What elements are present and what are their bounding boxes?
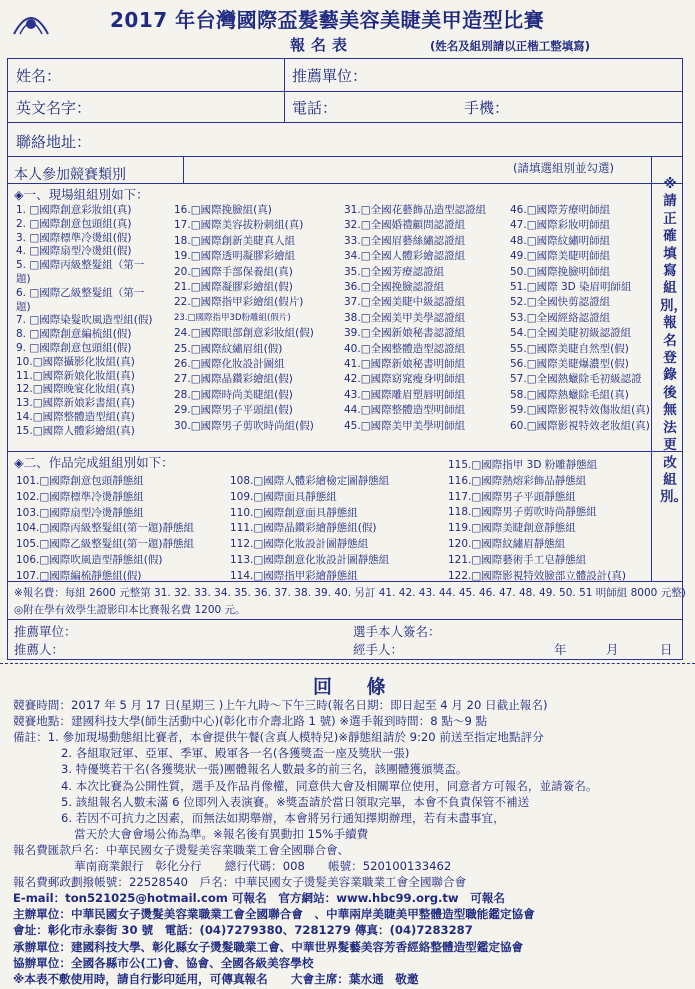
live-category-item[interactable]: 19.□國際透明凝膠彩繪組 — [174, 250, 296, 263]
live-category-item[interactable]: 35.□全國芳療認證組 — [344, 265, 445, 278]
live-category-item[interactable]: 50.□國際挽臉明師組 — [510, 265, 611, 278]
reply-line: 華南商業銀行 彰化分行 總行代碼：008 帳號：520100133462 — [74, 859, 452, 873]
live-category-item[interactable]: 42.□國際窈窕瘦身明師組 — [344, 373, 466, 386]
works-category-item[interactable]: 115.□國際指甲 3D 粉雕靜態組 — [448, 459, 598, 471]
live-category-item[interactable]: 20.□國際手部保養組(真) — [174, 265, 293, 278]
live-category-item[interactable]: 8. □國際創意編梳組(假) — [16, 328, 132, 341]
reply-line: 協辦單位：全國各縣市公(工)會、協會、全國各級美容學校 — [13, 955, 314, 970]
live-category-item[interactable]: 36.□全國挽臉認證組 — [344, 281, 445, 293]
student-fee-note: ◎附在學有效學生證影印本比賽報名費 1200 元。 — [14, 604, 246, 616]
cut-line — [0, 663, 695, 664]
sidebar-note: ※請正確填寫組別，報名登錄後無法更改組別。 — [660, 176, 687, 506]
recommender-unit-field[interactable]: 推薦單位： — [292, 67, 368, 85]
live-category-item[interactable]: 59.□國際影視特效傷妝組(真) — [510, 404, 650, 417]
works-category-item[interactable]: 119.□國際美睫創意靜態組 — [448, 522, 576, 535]
mobile-field[interactable]: 手機： — [464, 99, 510, 117]
live-category-item[interactable]: 51.□國際 3D 染眉明師組 — [510, 281, 632, 293]
live-category-item[interactable]: 12.□國際晚宴化妝組(真) — [16, 383, 135, 396]
reply-line: 當天於大會會場公佈為準。※報名後有異動扣 15%手續費 — [74, 826, 369, 841]
live-category-item[interactable]: 53.□全國經絡認證組 — [510, 311, 611, 324]
works-category-item[interactable]: 103.□國際扇型冷燙靜態組 — [16, 506, 144, 519]
live-category-item[interactable]: 56.□國際美睫爆濃型(假) — [510, 358, 629, 370]
live-category-item[interactable]: 15.□國際人體彩繪組(真) — [16, 424, 135, 437]
reply-line: 6. 若因不可抗力之因素，而無法如期舉辦，本會將另行通知擇期辦理，若有未盡事宜， — [61, 810, 505, 825]
live-category-item[interactable]: 17.□國際美容拔粉刺組(真) — [174, 219, 304, 232]
category-header: 本人參加競賽類別 — [14, 167, 126, 183]
live-category-item[interactable]: 24.□國際眼部創意彩妝組(假) — [174, 327, 314, 340]
live-category-item[interactable]: 1. □國際創意彩妝組(真) — [16, 204, 132, 216]
live-category-item[interactable]: 題) — [16, 273, 31, 285]
live-category-item[interactable]: 45.□國際美甲美學明師組 — [344, 419, 466, 432]
reply-line: 5. 該組報名人數未滿 6 位即列入表演賽。※獎盃請於當日領取完畢，本會不負責保管不補送 — [61, 794, 530, 809]
works-category-item[interactable]: 109.□國際面具靜態組 — [230, 490, 337, 503]
live-category-item[interactable]: 21.□國際凝膠彩繪組(假) — [174, 281, 293, 293]
live-category-item[interactable]: 33.□全國眉藝絲繡認證組 — [344, 234, 466, 247]
live-category-item[interactable]: 58.□國際熱蠟除毛組(真) — [510, 388, 629, 401]
live-category-item[interactable]: 55.□國際美睫自然型(假) — [510, 342, 629, 355]
works-category-item[interactable]: 118.□國際男子剪吹時尚靜態組 — [448, 506, 597, 519]
fill-note: (姓名及組別請以正楷工整填寫) — [430, 39, 591, 53]
works-section-heading: ◈二、作品完成組組別如下： — [14, 455, 174, 470]
live-category-item[interactable]: 34.□全國人體彩繪認證組 — [344, 250, 466, 263]
live-category-item[interactable]: 6. □國際乙級整髮組（第一 — [16, 286, 145, 299]
works-category-item[interactable]: 120.□國際紋繡眉靜態組 — [448, 538, 566, 550]
live-category-item[interactable]: 49.□國際美睫明師組 — [510, 250, 611, 263]
form-subtitle: 報名表 — [290, 36, 354, 54]
works-category-item[interactable]: 116.□國際熱熔彩飾品靜態組 — [448, 474, 587, 487]
live-category-item[interactable]: 3. □國際標準冷燙組(假) — [16, 231, 132, 244]
live-category-item[interactable]: 48.□國際紋繡明師組 — [510, 234, 611, 247]
live-category-item[interactable]: 10.□國際攝影化妝組(真) — [16, 355, 135, 368]
address-field[interactable]: 聯絡地址： — [16, 133, 92, 151]
live-category-item[interactable]: 18.□國際創新美睫真人組 — [174, 234, 296, 247]
sig-contestant[interactable]: 選手本人簽名： — [353, 624, 441, 639]
live-category-item[interactable]: 7. □國際染髮吹風造型組(假) — [16, 314, 153, 327]
live-category-item[interactable]: 44.□國際整體造型明師組 — [344, 404, 466, 417]
live-category-item[interactable]: 47.□國際彩妝明師組 — [510, 219, 611, 232]
works-category-item[interactable]: 110.□國際創意面具靜態組 — [230, 506, 358, 519]
live-category-item[interactable]: 30.□國際男子剪吹時尚組(假) — [174, 419, 314, 432]
works-category-item[interactable]: 121.□國際藝術手工皂靜態組 — [448, 553, 587, 566]
works-category-item[interactable]: 114.□國際指甲彩繪靜態組 — [230, 569, 358, 582]
works-category-item[interactable]: 105.□國際乙級整髮組(第一題)靜態組 — [16, 538, 194, 551]
live-category-item[interactable]: 54.□全國美睫初級認證組 — [510, 327, 632, 340]
live-category-item[interactable]: 25.□國際紋繡眉組(假) — [174, 342, 283, 355]
page-title: 2017 年台灣國際盃髮藝美容美睫美甲造型比賽 — [110, 8, 545, 32]
live-category-item[interactable]: 9. □國際創意包頭組(假) — [16, 342, 132, 354]
live-category-item[interactable]: 32.□全國婚禮顧問認證組 — [344, 219, 466, 232]
works-category-item[interactable]: 107.□國際編梳靜態組(假) — [16, 569, 142, 582]
live-category-item[interactable]: 37.□全國美睫中級認證組 — [344, 296, 466, 309]
live-category-item[interactable]: 27.□國際晶鑽彩繪組(假) — [174, 373, 293, 386]
live-category-item[interactable]: 39.□全國新娘秘書認證組 — [344, 327, 466, 340]
live-category-item[interactable]: 40.□全國整體造型認證組 — [344, 342, 466, 355]
live-category-item[interactable]: 22.□國際指甲彩繪組(假片) — [174, 296, 304, 309]
reply-line: 承辦單位：建國科技大學、彰化縣女子燙髮職業工會、中華世界髮藝美容芳香經絡整體造型鑑定協會 — [13, 939, 524, 954]
works-category-item[interactable]: 101.□國際創意包頭靜態組 — [16, 475, 144, 487]
association-logo — [6, 0, 56, 38]
live-category-item[interactable]: 23.□國際指甲3D粉雕組(假片) — [174, 312, 291, 323]
live-category-item[interactable]: 4. □國際扇型冷燙組(假) — [16, 245, 132, 258]
category-hint: (請填選組別並勾選) — [513, 161, 614, 175]
live-category-item[interactable]: 31.□全國花藝飾品造型認證組 — [344, 204, 487, 216]
works-category-item[interactable]: 111.□國際晶鑽彩繪靜態組(假) — [230, 522, 377, 535]
live-category-item[interactable]: 57.□全國熱蠟除毛初級認證 — [510, 373, 642, 386]
reply-line: 競賽時間：2017 年 5 月 17 日(星期三 )上午九時～下午三時(報名日期：即日起至 4 月 20 日截止報名) — [13, 698, 548, 712]
live-category-item[interactable]: 41.□國際新娘秘書明師組 — [344, 358, 466, 370]
reply-line: 會址：彰化市永泰街 30 號 電話：(04)7279380、7281279 傳真：(04)7283287 — [13, 923, 473, 938]
reply-line: 報名費郵政劃撥帳號：22528540 戶名：中華民國女子燙髮美容業職業工會全國聯合會 — [13, 875, 467, 890]
works-category-item[interactable]: 122.□國際影視特效臉部立體設計(真) — [448, 569, 626, 582]
works-category-item[interactable]: 102.□國際標準冷燙靜態組 — [16, 490, 144, 503]
registration-form — [7, 58, 687, 660]
works-category-item[interactable]: 104.□國際丙級整髮組(第一題)靜態組 — [16, 522, 194, 535]
live-category-item[interactable]: 5. □國際丙級整髮組（第一 — [16, 259, 145, 272]
reply-line: 備註：1. 參加現場動態組比賽者，本會提供午餐(含真人模特兒)※靜態組請於 9:20 前送至指定地點評分 — [13, 730, 544, 745]
works-category-item[interactable]: 117.□國際男子平頭靜態組 — [448, 490, 576, 503]
live-category-item[interactable]: 16.□國際挽臉組(真) — [174, 204, 272, 216]
sig-month: 月 — [606, 642, 619, 657]
live-category-item[interactable]: 26.□國際化妝設計圖組 — [174, 358, 285, 370]
reply-line: 報名費匯款戶名：中華民國女子燙髮美容業職業工會全國聯合會、 — [13, 842, 350, 857]
live-category-item[interactable]: 29.□國際男子平頭組(假) — [174, 404, 293, 417]
works-category-item[interactable]: 106.□國際吹風造型靜態組(假) — [16, 554, 163, 566]
reply-slip-title: 回 條 — [313, 676, 400, 698]
sig-recommender-unit[interactable]: 推薦單位： — [14, 624, 77, 639]
english-name-field[interactable]: 英文名字： — [16, 99, 92, 117]
live-category-item[interactable]: 28.□國際時尚美睫組(假) — [174, 388, 293, 401]
live-category-item[interactable]: 14.□國際整體造型組(真) — [16, 411, 135, 423]
fee-note: ※報名費：每組 2600 元整第 31. 32. 33. 34. 35. 36. 37. 38. 39. 40. 另訂 41. 42. 43. 44. 45. 46. 47. 48. 49. 50. 51 明師組 8000 元整) — [14, 587, 686, 599]
reply-line: 2. 各組取冠軍、亞軍、季軍、殿軍各一名(各獲獎盃一座及獎狀一張) — [61, 746, 410, 761]
works-category-item[interactable]: 108.□國際人體彩繪檢定圖靜態組 — [230, 475, 390, 487]
sig-day: 日 — [660, 642, 673, 657]
live-category-item[interactable]: 52.□全國快剪認證組 — [510, 296, 611, 309]
live-section-heading: ◈一、現場組組別如下： — [14, 187, 149, 202]
reply-line: 競賽地點：建國科技大學(師生活動中心)(彰化市介壽北路 1 號) ※選手報到時間：8 點～9 點 — [13, 714, 488, 729]
live-category-item[interactable]: 38.□全國美甲美學認證組 — [344, 311, 466, 324]
live-category-item[interactable]: 43.□國際雕眉塑唇明師組 — [344, 388, 466, 401]
sig-recommender[interactable]: 推薦人： — [14, 642, 65, 657]
reply-line: E-mail：ton521025@hotmail.com 可報名 官方網站：www.hbc99.org.tw 可報名 — [13, 891, 506, 906]
live-category-item[interactable]: 60.□國際影視特效老妝組(真) — [510, 419, 650, 432]
sig-handler[interactable]: 經手人： — [353, 642, 404, 657]
works-category-item[interactable]: 113.□國際創意化妝設計圖靜態組 — [230, 554, 390, 566]
live-category-item[interactable]: 46.□國際芳療明師組 — [510, 204, 611, 216]
reply-line: 主辦單位：中華民國女子燙髮美容業職業工會全國聯合會 、中華兩岸美睫美甲整體造型職能鑑定協會 — [13, 907, 535, 922]
live-category-item[interactable]: 2. □國際創意包頭組(真) — [16, 217, 132, 230]
live-category-item[interactable]: 11.□國際新娘化妝組(真) — [16, 369, 135, 382]
reply-line: 4. 本次比賽為公開性質，選手及作品肖像權，同意供大會及相關單位使用，同意者方可報名，並請簽名。 — [61, 778, 598, 793]
phone-field[interactable]: 電話： — [292, 99, 338, 117]
sig-year: 年 — [554, 642, 567, 657]
live-category-item[interactable]: 題) — [16, 300, 31, 313]
name-field[interactable]: 姓名： — [16, 67, 62, 85]
reply-line: 3. 特優獎若干名(各獲獎狀一張)團體報名人數最多的前三名，該團體獲頒獎盃。 — [61, 762, 468, 777]
works-category-item[interactable]: 112.□國際化妝設計圖靜態組 — [230, 538, 369, 551]
live-category-item[interactable]: 13.□國際新娘彩書組(真) — [16, 397, 135, 410]
reply-line: ※本表不敷使用時，請自行影印延用，可傳真報名 大會主席：葉水通 敬邀 — [13, 971, 419, 986]
